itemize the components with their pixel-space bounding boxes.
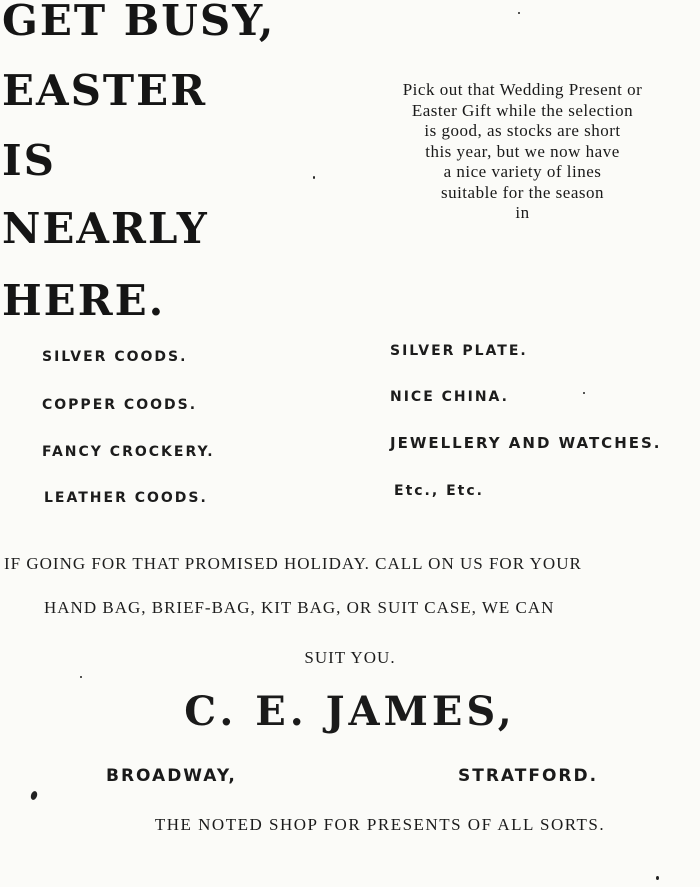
headline-line-2: EASTER xyxy=(2,66,208,115)
headline-line-3: IS xyxy=(2,136,56,185)
ink-speck xyxy=(80,676,82,678)
ink-speck xyxy=(518,12,520,14)
headline-line-5: HERE. xyxy=(2,276,166,325)
business-name: C. E. JAMES, xyxy=(184,688,516,735)
tagline: THE NOTED SHOP FOR PRESENTS OF ALL SORTS. xyxy=(154,815,606,834)
goods-left-item: FANCY CROCKERY. xyxy=(42,444,215,460)
headline-line-1: GET BUSY, xyxy=(2,0,276,45)
holiday-line-1: IF GOING FOR THAT PROMISED HOLIDAY. CALL ON US FOR YOUR xyxy=(4,554,582,573)
intro-line: in xyxy=(515,203,530,222)
intro-line: suitable for the season xyxy=(440,182,605,202)
address-town: STRATFORD. xyxy=(458,766,599,786)
goods-right-item: NICE CHINA. xyxy=(390,389,509,405)
holiday-line-3: SUIT YOU. xyxy=(304,648,396,667)
intro-line: this year, but we now have xyxy=(425,141,620,161)
intro-paragraph xyxy=(345,80,700,224)
holiday-line-2: HAND BAG, BRIEF-BAG, KIT BAG, OR SUIT CASE, WE CAN xyxy=(44,598,555,617)
intro-line: Easter Gift while the selection xyxy=(411,100,634,120)
goods-right-item: Etc., Etc. xyxy=(394,483,484,499)
intro-line: is good, as stocks are short xyxy=(424,121,621,140)
ink-speck xyxy=(656,876,659,880)
goods-right-item: JEWELLERY AND WATCHES. xyxy=(390,434,662,452)
goods-left-item: LEATHER COODS. xyxy=(44,490,208,506)
ink-speck xyxy=(583,392,585,394)
goods-left-item: SILVER COODS. xyxy=(42,349,188,365)
goods-right-item: SILVER PLATE. xyxy=(390,343,528,359)
goods-left-item: COPPER COODS. xyxy=(42,397,198,413)
intro-line: Pick out that Wedding Present or xyxy=(402,80,643,99)
intro-line: a nice variety of lines xyxy=(443,162,602,181)
address-street: BROADWAY, xyxy=(106,766,237,786)
ink-speck xyxy=(30,790,39,801)
headline-line-4: NEARLY xyxy=(2,204,209,253)
ink-speck xyxy=(313,176,315,179)
